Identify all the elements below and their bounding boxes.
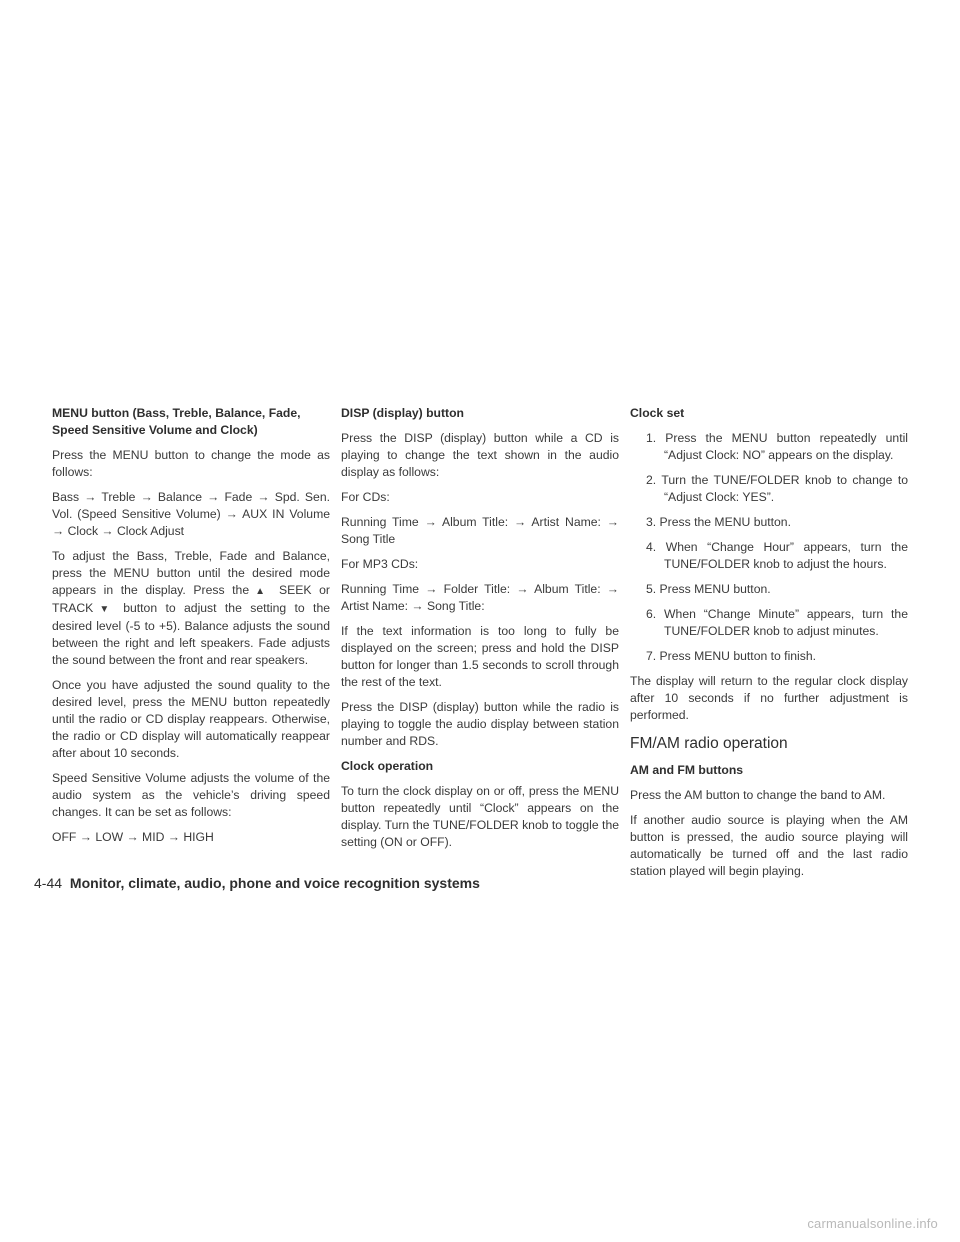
page-footer — [34, 875, 480, 891]
text-span: To adjust the Bass, Treble, Fade and Balance, press the MENU button until the desired mode appears in the display. Press the — [52, 549, 330, 597]
list-item: 7. Press MENU button to finish. — [646, 649, 817, 663]
adjust-paragraph — [52, 548, 330, 669]
paragraph: Press the MENU button to change the mode as follows: — [52, 448, 330, 479]
paragraph: If the text information is too long to fully be displayed on the screen; press and hold the DISP button for longer than 1.5 seconds to scroll through the rest of the text. — [341, 624, 619, 689]
mp3-sequence: Running Time → Folder Title: → Album Title: → Artist Name: → Song Title: — [341, 582, 619, 613]
list-item: 5. Press MENU button. — [646, 582, 771, 596]
paragraph: Press the DISP (display) button while the radio is playing to toggle the audio display between station number and RDS. — [341, 700, 619, 748]
paragraph: Speed Sensitive Volume adjusts the volume of the audio system as the vehicle’s driving speed changes. It can be set as follows: — [52, 771, 330, 819]
triangle-up-icon: ▲ — [255, 586, 266, 597]
menu-sequence: Bass → Treble → Balance → Fade → Spd. Sen. Vol. (Speed Sensitive Volume) → AUX IN Volume → Clock → Clock Adjust — [52, 490, 330, 538]
page-number: 4-44 — [34, 875, 63, 891]
list-item: 1. Press the MENU button repeatedly until “Adjust Clock: NO” appears on the display. — [646, 431, 908, 462]
clock-set-heading: Clock set — [630, 406, 685, 420]
watermark: carmanualsonline.info — [807, 1216, 938, 1231]
paragraph: Once you have adjusted the sound quality to the desired level, press the MENU button repeatedly until the radio or CD display reappears. Otherwise, the radio or CD display will automatically reappear after about 10 seconds. — [52, 678, 330, 760]
paragraph: For CDs: — [341, 490, 390, 504]
list-item: 3. Press the MENU button. — [646, 515, 791, 529]
paragraph: Press the AM button to change the band to AM. — [630, 788, 886, 802]
disp-button-heading: DISP (display) button — [341, 406, 465, 420]
list-item: 6. When “Change Minute” appears, turn the TUNE/FOLDER knob to adjust minutes. — [646, 607, 908, 638]
column-3 — [630, 405, 908, 888]
paragraph: For MP3 CDs: — [341, 557, 419, 571]
footer-section-title: Monitor, climate, audio, phone and voice recognition systems — [69, 875, 480, 891]
cd-sequence: Running Time → Album Title: → Artist Name: → Song Title — [341, 515, 619, 546]
paragraph: Press the DISP (display) button while a CD is playing to change the text shown in the audio display as follows: — [341, 431, 619, 479]
triangle-down-icon: ▼ — [99, 604, 110, 615]
volume-sequence: OFF → LOW → MID → HIGH — [52, 830, 214, 844]
clock-operation-heading: Clock operation — [341, 759, 434, 773]
section-title: FM/AM radio operation — [630, 735, 788, 752]
list-item: 2. Turn the TUNE/FOLDER knob to change to “Adjust Clock: YES”. — [646, 473, 908, 504]
column-2 — [341, 405, 619, 859]
clock-set-steps — [630, 430, 908, 665]
menu-button-heading: MENU button (Bass, Treble, Balance, Fade, Speed Sensitive Volume and Clock) — [52, 406, 301, 437]
paragraph: If another audio source is playing when the AM button is pressed, the audio source playing will automatically be turned off and the last radio station played will begin playing. — [630, 813, 908, 878]
paragraph: To turn the clock display on or off, press the MENU button repeatedly until “Clock” appears on the display. Turn the TUNE/FOLDER knob to toggle the setting (ON or OFF). — [341, 784, 619, 849]
text-span: button to adjust the setting to the desired level (-5 to +5). Balance adjusts the sound between the right and left speakers. Fade adjusts the sound between the front and rear speakers. — [52, 601, 330, 667]
column-1 — [52, 405, 330, 854]
paragraph: The display will return to the regular clock display after 10 seconds if no further adjustment is performed. — [630, 674, 908, 722]
am-fm-heading: AM and FM buttons — [630, 763, 744, 777]
text-span: SEEK or TRACK — [52, 583, 330, 615]
list-item: 4. When “Change Hour” appears, turn the TUNE/FOLDER knob to adjust the hours. — [646, 540, 908, 571]
